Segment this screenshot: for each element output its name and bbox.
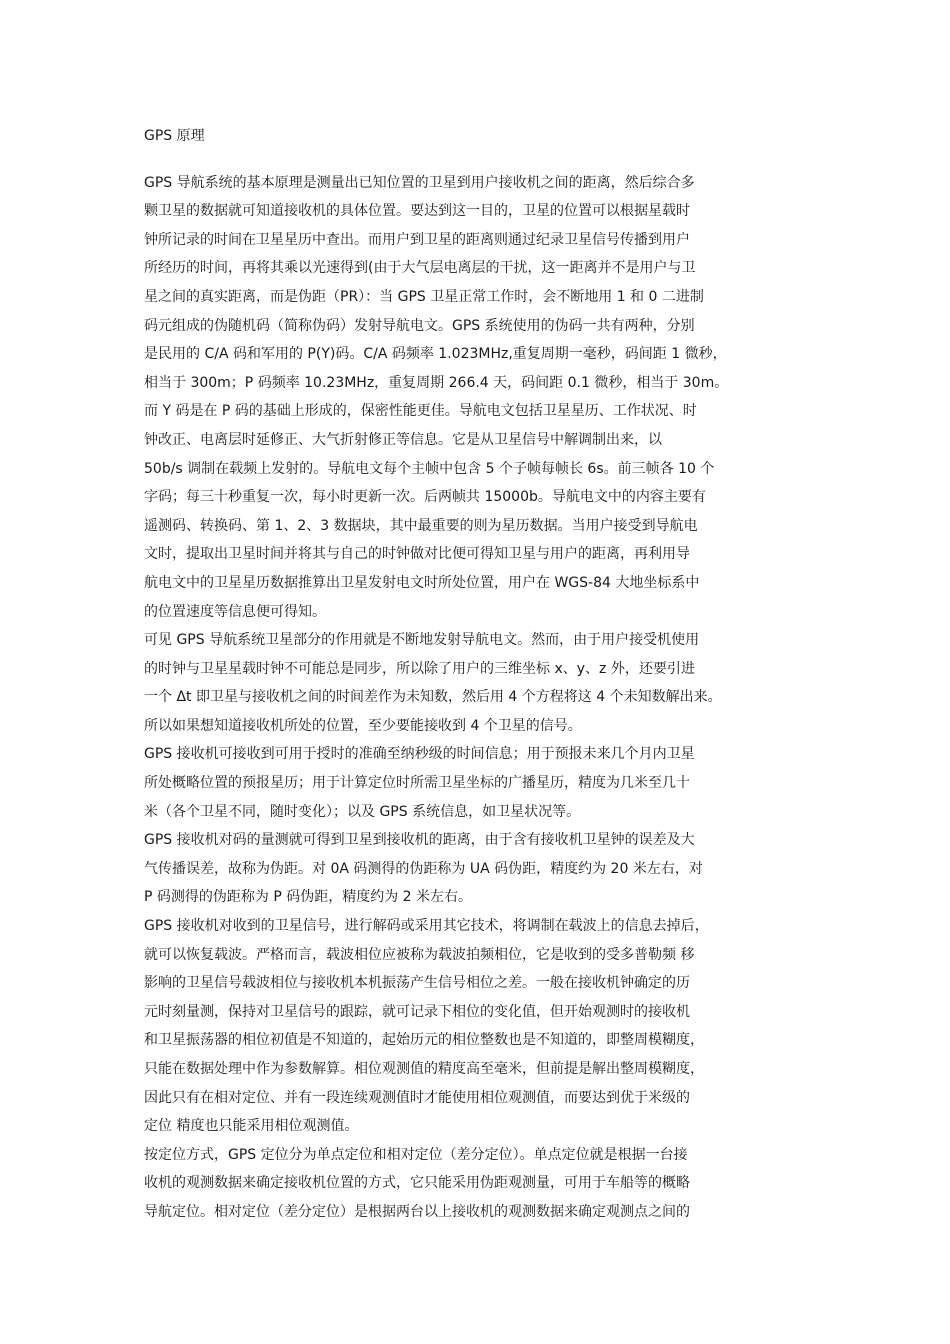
text-line: 所经历的时间，再将其乘以光速得到(由于大气层电离层的干扰，这一距离并不是用户与卫 [144,260,696,277]
text-line: 和卫星振荡器的相位初值是不知道的，起始历元的相位整数也是不知道的，即整周模糊度， [144,1032,704,1049]
text-line: 影响的卫星信号载波相位与接收机本机振荡产生信号相位之差。一般在接收机钟确定的历 [144,975,690,992]
text-line: 钟所记录的时间在卫星星历中查出。而用户到卫星的距离则通过纪录卫星信号传播到用户 [144,231,690,248]
text-line: 码元组成的伪随机码（简称伪码）发射导航电文。GPS 系统使用的伪码一共有两种，分别 [144,317,695,334]
document-text [144,169,820,1227]
text-line: 50b/s 调制在载频上发射的。导航电文每个主帧中包含 5 个子帧每帧长 6s。前三帧各 10 个 [144,460,715,477]
text-line: 的时钟与卫星星载时钟不可能总是同步，所以除了用户的三维坐标 x、y、z 外，还要引进 [144,660,695,677]
text-line: 可见 GPS 导航系统卫星部分的作用就是不断地发射导航电文。然而，由于用户接受机使用 [144,632,700,649]
text-line: 定位 精度也只能采用相位观测值。 [144,1118,359,1135]
text-line: 文时，提取出卫星时间并将其与自己的时钟做对比便可得知卫星与用户的距离，再利用导 [144,546,690,563]
text-line: GPS 接收机对码的量测就可得到卫星到接收机的距离，由于含有接收机卫星钟的误差及大 [144,832,695,849]
text-line: 航电文中的卫星星历数据推算出卫星发射电文时所处位置，用户在 WGS-84 大地坐标系中 [144,574,700,591]
text-line: 颗卫星的数据就可知道接收机的具体位置。要达到这一目的，卫星的位置可以根据星载时 [144,203,690,220]
text-line: 一个 Δt 即卫星与接收机之间的时间差作为未知数，然后用 4 个方程将这 4 个未知数解出来。 [144,689,722,706]
text-line: 导航定位。相对定位（差分定位）是根据两台以上接收机的观测数据来确定观测点之间的 [144,1203,690,1220]
text-line: 相当于 300m；P 码频率 10.23MHz，重复周期 266.4 天，码间距 0.1 微秒，相当于 30m。 [144,374,729,391]
text-line: 气传播误差，故称为伪距。对 0A 码测得的伪距称为 UA 码伪距，精度约为 20 米左右，对 [144,860,703,877]
document-title: GPS 原理 [144,128,205,144]
text-line: 钟改正、电离层时延修正、大气折射修正等信息。它是从卫星信号中解调制出来，以 [144,431,662,448]
text-line: 所处概略位置的预报星历；用于计算定位时所需卫星坐标的广播星历，精度为几米至几十 [144,775,690,792]
text-line: 元时刻量测，保持对卫星信号的跟踪，就可记录下相位的变化值，但开始观测时的接收机 [144,1003,690,1020]
text-line: GPS 接收机对收到的卫星信号，进行解码或采用其它技术，将调制在载波上的信息去掉后， [144,918,709,935]
text-line: 收机的观测数据来确定接收机位置的方式，它只能采用伪距观测量，可用于车船等的概略 [144,1175,690,1192]
text-line: 的位置速度等信息便可得知。 [144,603,326,620]
text-line: GPS 接收机可接收到可用于授时的准确至纳秒级的时间信息；用于预报未来几个月内卫星 [144,746,695,763]
text-line: 星之间的真实距离，而是伪距（PR）：当 GPS 卫星正常工作时，会不断地用 1 和 0 二进制 [144,288,704,305]
text-line: P 码测得的伪距称为 P 码伪距，精度约为 2 米左右。 [144,889,473,906]
text-line: 而 Y 码是在 P 码的基础上形成的，保密性能更佳。导航电文包括卫星星历、工作状况、时 [144,403,697,420]
text-line: 遥测码、转换码、第 1、2、3 数据块，其中最重要的则为星历数据。当用户接受到导航电 [144,517,698,534]
text-line: 字码；每三十秒重复一次，每小时更新一次。后两帧共 15000b。导航电文中的内容主要有 [144,489,706,506]
text-line: 只能在数据处理中作为参数解算。相位观测值的精度高至毫米，但前提是解出整周模糊度， [144,1061,704,1077]
text-line: 按定位方式，GPS 定位分为单点定位和相对定位（差分定位）。单点定位就是根据一台接 [144,1146,688,1163]
text-line: 就可以恢复载波。严格而言，载波相位应被称为载波拍频相位，它是收到的受多普勒频 移 [144,946,695,963]
text-line: 因此只有在相对定位、并有一段连续观测值时才能使用相位观测值，而要达到优于米级的 [144,1089,690,1106]
text-line: 米（各个卫星不同，随时变化）；以及 GPS 系统信息，如卫星状况等。 [144,803,581,820]
text-line: 所以如果想知道接收机所处的位置，至少要能接收到 4 个卫星的信号。 [144,717,582,734]
text-line: 是民用的 C/A 码和军用的 P(Y)码。C/A 码频率 1.023MHz,重复周期一毫秒，码间距 1 微秒， [144,346,727,363]
document-body [144,122,820,1227]
text-line: GPS 导航系统的基本原理是测量出已知位置的卫星到用户接收机之间的距离，然后综合多 [144,174,695,191]
